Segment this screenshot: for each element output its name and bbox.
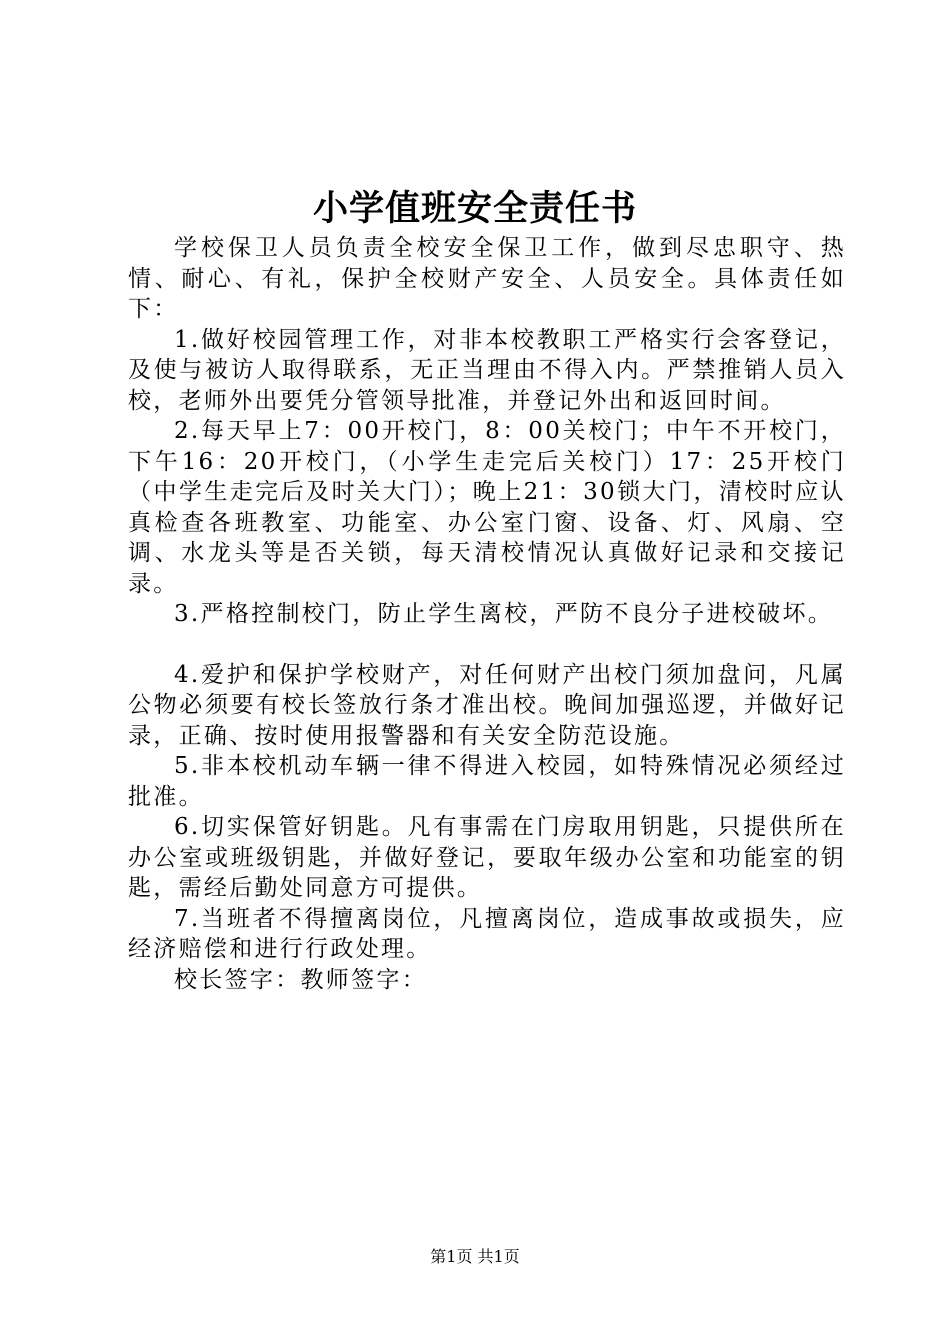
rule-paragraph-5: 5.非本校机动车辆一律不得进入校园，如特殊情况必须经过批准。 [128,753,846,810]
document-title: 小学值班安全责任书 [312,188,637,229]
intro-paragraph: 学校保卫人员负责全校安全保卫工作，做到尽忠职守、热情、耐心、有礼，保护全校财产安全、人员安全。具体责任如下： [128,235,846,322]
rule-paragraph-7: 7.当班者不得擅离岗位，凡擅离岗位，造成事故或损失，应经济赔偿和进行行政处理。 [128,905,846,962]
rule-paragraph-3: 3.严格控制校门，防止学生离校，严防不良分子进校破坏。 [174,601,834,627]
rule-paragraph-2: 2.每天早上7：00开校门，8：00关校门；中午不开校门，下午16：20开校门，（小学生走完后关校门）17：25开校门（中学生走完后及时关大门）；晚上21：30锁大门，清校时应认真检查各班教室、功能室、办公室门窗、设备、灯、风扇、空调、水龙头等是否关锁，每天清校情况认真做好记录和交接记录。 [128,418,846,597]
rule-paragraph-4: 4.爱护和保护学校财产，对任何财产出校门须加盘问，凡属公物必须要有校长签放行条才准出校。晚间加强巡逻，并做好记录，正确、按时使用报警器和有关安全防范设施。 [128,661,846,749]
page-footer: 第1页 共1页 [430,1247,520,1266]
document-body [128,233,846,995]
signature-line: 校长签字：教师签字： [174,966,427,993]
rule-paragraph-6: 6.切实保管好钥匙。凡有事需在门房取用钥匙，只提供所在办公室或班级钥匙，并做好登记，要取年级办公室和功能室的钥匙，需经后勤处同意方可提供。 [128,814,846,901]
rule-paragraph-1: 1.做好校园管理工作，对非本校教职工严格实行会客登记，及使与被访人取得联系，无正当理由不得入内。严禁推销人员入校，老师外出要凭分管领导批准，并登记外出和返回时间。 [128,326,846,414]
